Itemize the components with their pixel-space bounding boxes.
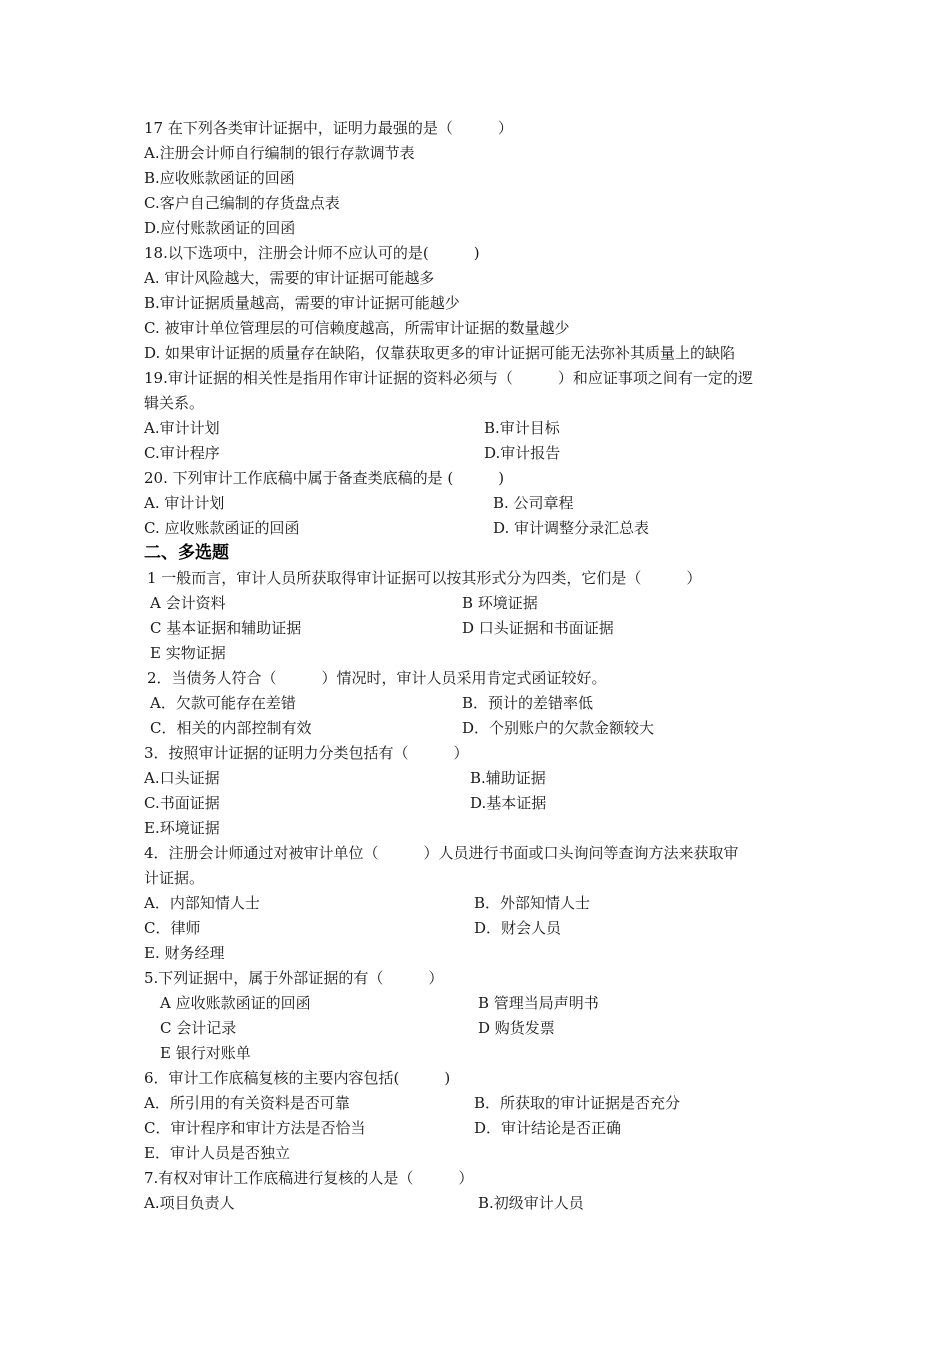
m5-option-e: E 银行对账单 xyxy=(160,1044,251,1062)
m1-stem: 1 一般而言，审计人员所获取得审计证据可以按其形式分为四类，它们是（ ） xyxy=(147,569,702,587)
m2-option-d: D．个别账户的欠款金额较大 xyxy=(462,719,655,737)
m3-stem: 3．按照审计证据的证明力分类包括有（ ） xyxy=(144,744,469,762)
m1-option-c: C 基本证据和辅助证据 xyxy=(150,619,302,637)
m6-option-c: C．审计程序和审计方法是否恰当 xyxy=(144,1119,366,1137)
m1-option-b: B 环境证据 xyxy=(462,594,538,612)
q17-option-c: C.客户自己编制的存货盘点表 xyxy=(144,194,340,212)
exam-content xyxy=(144,116,824,1216)
m6-option-b: B．所获取的审计证据是否充分 xyxy=(474,1094,681,1112)
m5-options-row2 xyxy=(144,1016,824,1041)
m2-option-a: A．欠款可能存在差错 xyxy=(150,694,296,712)
q18-option-a: A. 审计风险越大，需要的审计证据可能越多 xyxy=(144,269,435,287)
m3-option-a: A.口头证据 xyxy=(144,769,220,787)
q20-option-d: D. 审计调整分录汇总表 xyxy=(493,519,650,537)
m6-stem: 6．审计工作底稿复核的主要内容包括( ) xyxy=(144,1069,451,1087)
m3-options-row2 xyxy=(144,791,824,816)
m5-options-row3 xyxy=(144,1041,824,1066)
q18-option-d: D. 如果审计证据的质量存在缺陷，仅靠获取更多的审计证据可能无法弥补其质量上的缺陷 xyxy=(144,344,736,362)
m6-options-row2 xyxy=(144,1116,824,1141)
m7-option-a: A.项目负责人 xyxy=(144,1194,235,1212)
q19-stem-line1: 19.审计证据的相关性是指用作审计证据的资料必须与（ ）和应证事项之间有一定的逻 xyxy=(144,369,753,387)
q19-options-row2 xyxy=(144,441,824,466)
m3-option-e: E.环境证据 xyxy=(144,819,220,837)
q17-option-d: D.应付账款函证的回函 xyxy=(144,219,296,237)
m3-options-row3 xyxy=(144,816,824,841)
q20-options-row1 xyxy=(144,491,824,516)
q20-option-a: A. 审计计划 xyxy=(144,494,225,512)
q19-stem-line2: 辑关系。 xyxy=(144,394,205,412)
m5-option-c: C 会计记录 xyxy=(160,1019,237,1037)
q19-options-row1 xyxy=(144,416,824,441)
m2-options-row2 xyxy=(144,716,824,741)
q19-option-a: A.审计计划 xyxy=(144,419,220,437)
m4-options-row2 xyxy=(144,916,824,941)
q18-option-c: C. 被审计单位管理层的可信赖度越高，所需审计证据的数量越少 xyxy=(144,319,570,337)
section-heading-multiple-choice: 二、多选题 xyxy=(144,543,229,563)
m2-option-b: B．预计的差错率低 xyxy=(462,694,594,712)
m5-option-d: D 购货发票 xyxy=(478,1019,555,1037)
q18-option-b: B.审计证据质量越高，需要的审计证据可能越少 xyxy=(144,294,460,312)
m3-option-b: B.辅助证据 xyxy=(470,769,546,787)
q20-stem: 20. 下列审计工作底稿中属于备查类底稿的是 ( ) xyxy=(144,469,505,487)
q20-option-c: C. 应收账款函证的回函 xyxy=(144,519,300,537)
q20-options-row2 xyxy=(144,516,824,541)
m6-option-d: D．审计结论是否正确 xyxy=(474,1119,622,1137)
m1-option-d: D 口头证据和书面证据 xyxy=(462,619,614,637)
m3-option-d: D.基本证据 xyxy=(470,794,547,812)
m1-options-row3 xyxy=(144,641,824,666)
q19-option-b: B.审计目标 xyxy=(484,419,560,437)
m1-option-e: E 实物证据 xyxy=(150,644,226,662)
m1-options-row1 xyxy=(144,591,824,616)
q17-option-b: B.应收账款函证的回函 xyxy=(144,169,295,187)
m4-stem-line2: 计证据。 xyxy=(144,869,205,887)
m2-option-c: C．相关的内部控制有效 xyxy=(150,719,312,737)
q20-option-b: B. 公司章程 xyxy=(493,494,574,512)
m4-option-c: C．律师 xyxy=(144,919,201,937)
m3-options-row1 xyxy=(144,766,824,791)
m4-option-d: D．财会人员 xyxy=(474,919,562,937)
m6-options-row3 xyxy=(144,1141,824,1166)
q17-stem: 17 在下列各类审计证据中，证明力最强的是（ ） xyxy=(144,119,513,137)
m4-stem-line1: 4．注册会计师通过对被审计单位（ ）人员进行书面或口头询问等查询方法来获取审 xyxy=(144,844,739,862)
m6-option-a: A．所引用的有关资料是否可靠 xyxy=(144,1094,350,1112)
m7-stem: 7.有权对审计工作底稿进行复核的人是（ ） xyxy=(144,1169,474,1187)
m5-stem: 5.下列证据中，属于外部证据的有（ ） xyxy=(144,969,444,987)
m6-options-row1 xyxy=(144,1091,824,1116)
m1-option-a: A 会计资料 xyxy=(150,594,226,612)
m1-options-row2 xyxy=(144,616,824,641)
m4-option-a: A．内部知情人士 xyxy=(144,894,260,912)
m4-option-b: B．外部知情人士 xyxy=(474,894,591,912)
m5-option-a: A 应收账款函证的回函 xyxy=(160,994,311,1012)
m7-option-b: B.初级审计人员 xyxy=(478,1194,584,1212)
m7-options-row1 xyxy=(144,1191,824,1216)
m5-options-row1 xyxy=(144,991,824,1016)
m4-options-row1 xyxy=(144,891,824,916)
q17-option-a: A.注册会计师自行编制的银行存款调节表 xyxy=(144,144,415,162)
m2-options-row1 xyxy=(144,691,824,716)
m4-option-e: E. 财务经理 xyxy=(144,944,225,962)
q19-option-d: D.审计报告 xyxy=(484,444,561,462)
m2-stem: 2．当债务人符合（ ）情况时，审计人员采用肯定式函证较好。 xyxy=(147,669,607,687)
m5-option-b: B 管理当局声明书 xyxy=(478,994,599,1012)
q18-stem: 18.以下选项中，注册会计师不应认可的是( ) xyxy=(144,244,480,262)
m3-option-c: C.书面证据 xyxy=(144,794,220,812)
m6-option-e: E．审计人员是否独立 xyxy=(144,1144,290,1162)
q19-option-c: C.审计程序 xyxy=(144,444,220,462)
m4-options-row3 xyxy=(144,941,824,966)
